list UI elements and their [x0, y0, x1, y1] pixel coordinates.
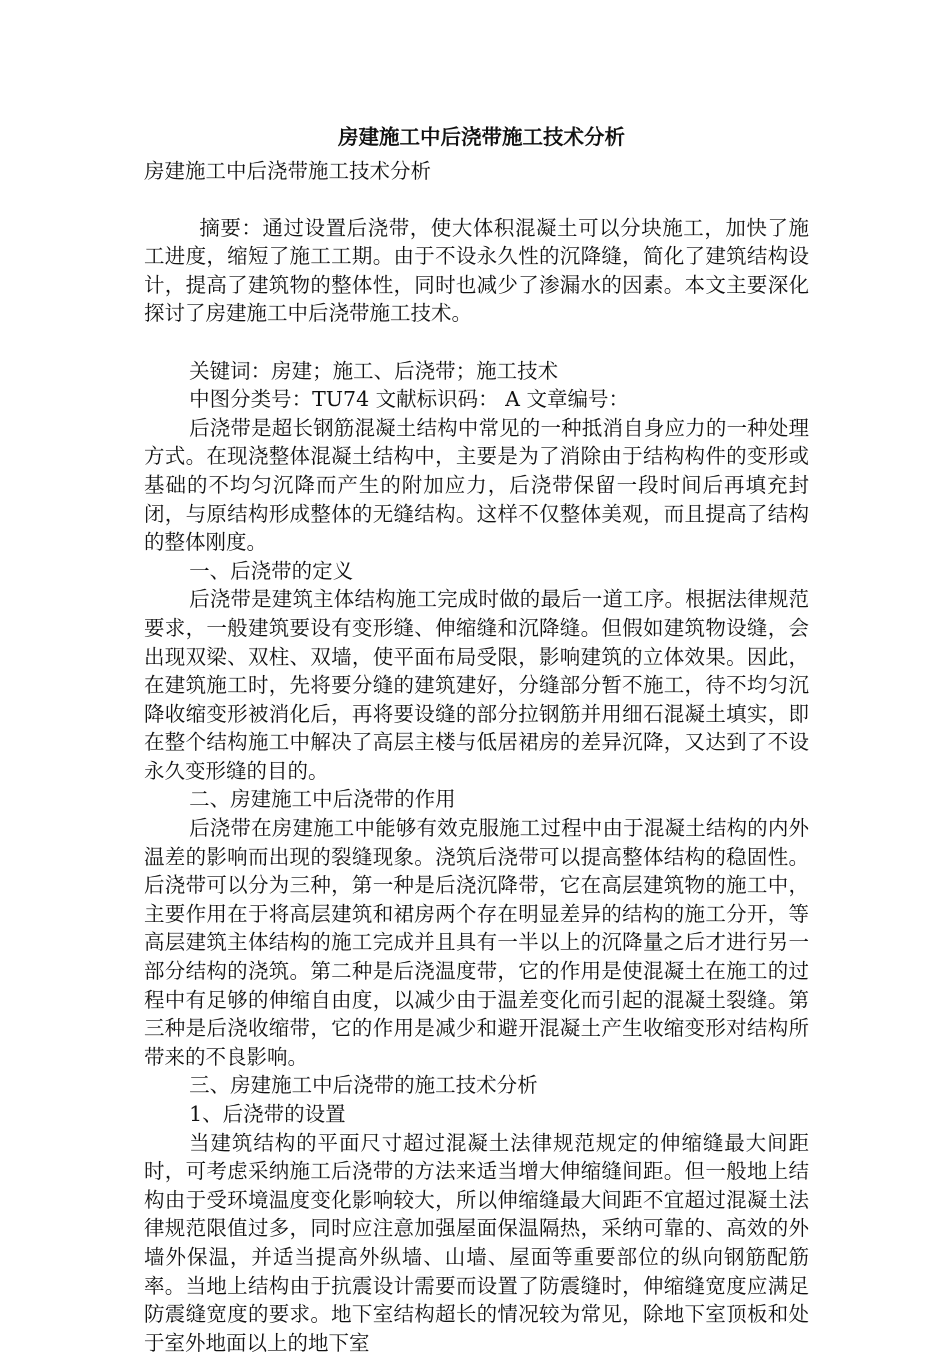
- section-3-heading: 三、房建施工中后浇带的施工技术分析: [189, 1073, 538, 1098]
- subsection-1-paragraph: 当建筑结构的平面尺寸超过混凝土法律规范规定的伸缩缝最大间距时，可考虑采纳施工后浇带的方法来适当增大伸缩缝间距。但一般地上结构由于受环境温度变化影响较大，所以伸缩缝最大间距不宜超过混凝土法律规范限值过多，同时应注意加强屋面保温隔热，采纳可靠的、高效的外墙外保温，并适当提高外纵墙、山墙、屋面等重要部位的纵向钢筋配筋率。当地上结构由于抗震设计需要而设置了防震缝时，伸缩缝宽度应满足防震缝宽度的要求。地下室结构超长的情况较为常见，除地下室顶板和处于室外地面以上的地下室: [144, 1130, 809, 1355]
- subsection-1-heading: 1、后浇带的设置: [189, 1102, 346, 1126]
- abstract-paragraph: 摘要：通过设置后浇带，使大体积混凝土可以分块施工，加快了施工进度，缩短了施工工期。由于不设永久性的沉降缝，简化了建筑结构设计，提高了建筑物的整体性，同时也减少了渗漏水的因素。本文主要深化探讨了房建施工中后浇带施工技术。: [144, 215, 809, 326]
- blank-line: [144, 328, 809, 357]
- section-2-heading: 二、房建施工中后浇带的作用: [189, 787, 456, 812]
- section-1-heading: 一、后浇带的定义: [189, 558, 354, 583]
- section-1-paragraph: 后浇带是建筑主体结构施工完成时做的最后一道工序。根据法律规范要求，一般建筑要设有变形缝、伸缩缝和沉降缝。但假如建筑物设缝，会出现双梁、双柱、双墙，使平面布局受限，影响建筑的立体效果。因此，在建筑施工时，先将要分缝的建筑建好，分缝部分暂不施工，待不均匀沉降收缩变形被消化后，再将要设缝的部分拉钢筋并用细石混凝土填实，即在整个结构施工中解决了高层主楼与低居裙房的差异沉降，又达到了不设永久变形缝的目的。: [144, 587, 809, 783]
- blank-line: [144, 185, 809, 214]
- document-body: [144, 117, 809, 1357]
- section-2-paragraph: 后浇带在房建施工中能够有效克服施工过程中由于混凝土结构的内外温差的影响而出现的裂缝现象。浇筑后浇带可以提高整体结构的稳固性。后浇带可以分为三种，第一种是后浇沉降带，它在高层建筑物的施工中，主要作用在于将高层建筑和裙房两个存在明显差异的结构的施工分开，等高层建筑主体结构的施工完成并且具有一半以上的沉降量之后才进行另一部分结构的浇筑。第二种是后浇温度带，它的作用是使混凝土在施工的过程中有足够的伸缩自由度，以减少由于温差变化而引起的混凝土裂缝。第三种是后浇收缩带，它的作用是减少和避开混凝土产生收缩变形对结构所带来的不良影响。: [144, 816, 809, 1069]
- document-title: 房建施工中后浇带施工技术分析: [338, 125, 625, 149]
- intro-paragraph: 后浇带是超长钢筋混凝土结构中常见的一种抵消自身应力的一种处理方式。在现浇整体混凝土结构中，主要是为了消除由于结构构件的变形或基础的不均匀沉降而产生的附加应力，后浇带保留一段时间后再填充封闭，与原结构形成整体的无缝结构。这样不仅整体美观，而且提高了结构的整体刚度。: [144, 415, 809, 555]
- keywords-line: 关键词：房建；施工、后浇带；施工技术: [189, 358, 559, 383]
- classification-line: 中图分类号：TU74 文献标识码： A 文章编号：: [189, 387, 629, 412]
- document-subtitle: 房建施工中后浇带施工技术分析: [144, 159, 431, 183]
